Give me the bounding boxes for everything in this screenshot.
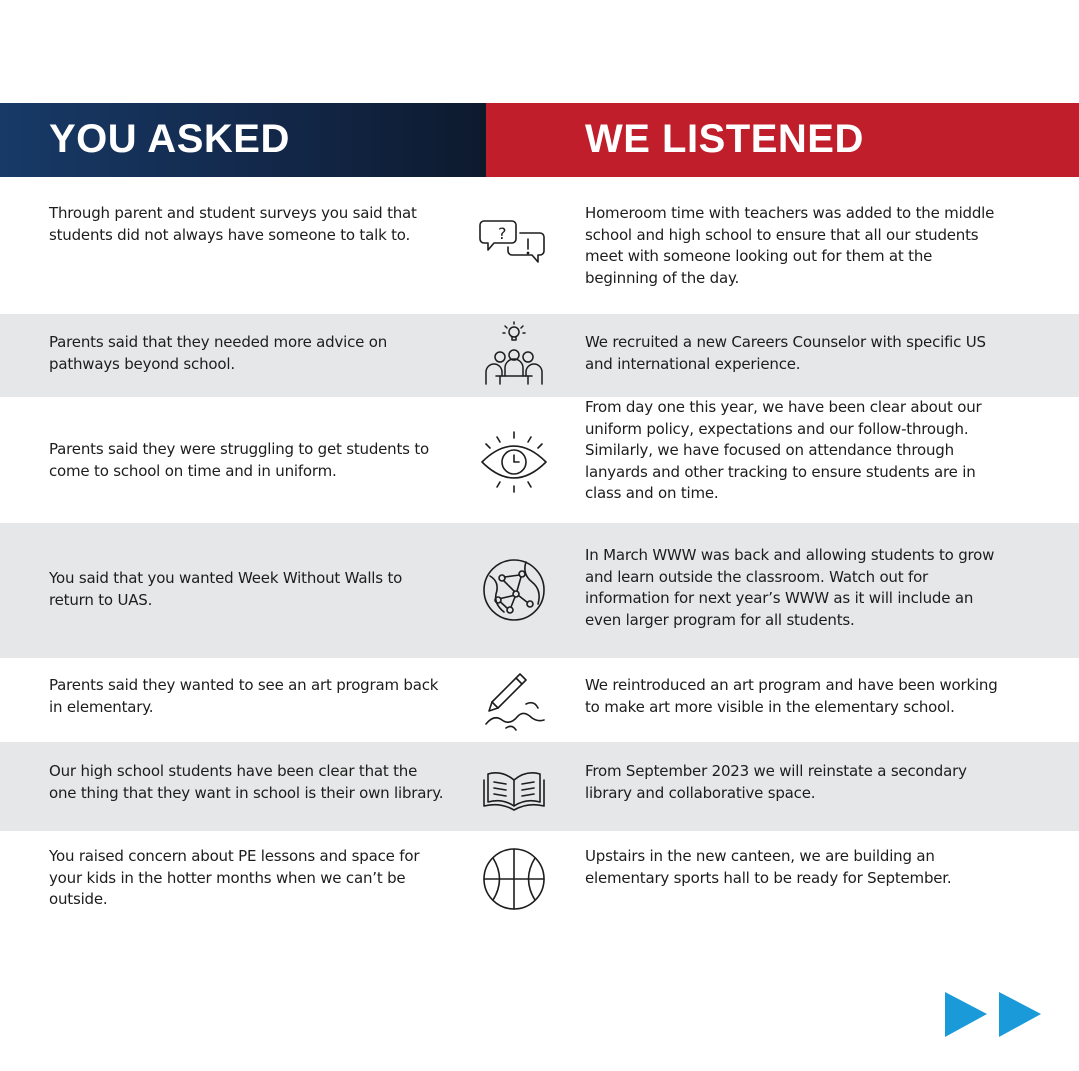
eye-clock-icon xyxy=(476,424,552,500)
asked-text: Parents said that they needed more advice on pathways beyond school. xyxy=(49,333,388,373)
asked-text: Through parent and student surveys you said that students did not always have someone to talk to. xyxy=(49,204,417,244)
listened-text: We recruited a new Careers Counselor with specific US and international experience. xyxy=(585,333,986,373)
listened-text: Upstairs in the new canteen, we are building an elementary sports hall to be ready for September. xyxy=(585,847,952,887)
meeting-lightbulb-icon xyxy=(476,320,552,396)
listened-text: From September 2023 we will reinstate a secondary library and collaborative space. xyxy=(585,762,967,802)
open-book-icon xyxy=(476,750,552,826)
globe-network-icon xyxy=(476,552,552,628)
table-row xyxy=(0,397,1079,523)
basketball-icon xyxy=(476,841,552,917)
pencil-drawing-icon xyxy=(476,664,552,740)
asked-text: Our high school students have been clear that the one thing that they want in school is their own library. xyxy=(49,762,444,802)
table-row xyxy=(0,742,1079,831)
listened-text: Homeroom time with teachers was added to the middle school and high school to ensure that all our students meet with someone looking out for them at the beginning of the day. xyxy=(585,204,995,287)
we-listened-title: WE LISTENED xyxy=(585,117,864,161)
listened-text: In March WWW was back and allowing students to grow and learn outside the classroom. Watch out for information for next year’s WWW as it will include an even larger program for all students. xyxy=(585,546,995,629)
asked-text: Parents said they wanted to see an art program back in elementary. xyxy=(49,676,439,716)
table-row xyxy=(0,658,1079,742)
speech-bubbles-icon xyxy=(476,211,552,287)
table-row xyxy=(0,314,1079,397)
listened-text: We reintroduced an art program and have been working to make art more visible in the elementary school. xyxy=(585,676,998,716)
table-row xyxy=(0,177,1079,314)
next-page-button[interactable] xyxy=(943,990,1043,1040)
table-row xyxy=(0,831,1079,931)
table-row xyxy=(0,523,1079,658)
listened-text: From day one this year, we have been clear about our uniform policy, expectations and our follow-through. Similarly, we have focused on attendance through lanyards and other tracking to ensure students are in class and on time. xyxy=(585,398,982,502)
asked-text: You raised concern about PE lessons and space for your kids in the hotter months when we can’t be outside. xyxy=(49,847,420,908)
asked-text: You said that you wanted Week Without Walls to return to UAS. xyxy=(49,569,403,609)
you-asked-title: YOU ASKED xyxy=(49,117,290,161)
header-bar xyxy=(0,103,1079,177)
double-forward-arrow-icon xyxy=(943,990,1043,1040)
asked-text: Parents said they were struggling to get students to come to school on time and in uniform. xyxy=(49,440,430,480)
svg-text:?: ? xyxy=(498,224,507,243)
